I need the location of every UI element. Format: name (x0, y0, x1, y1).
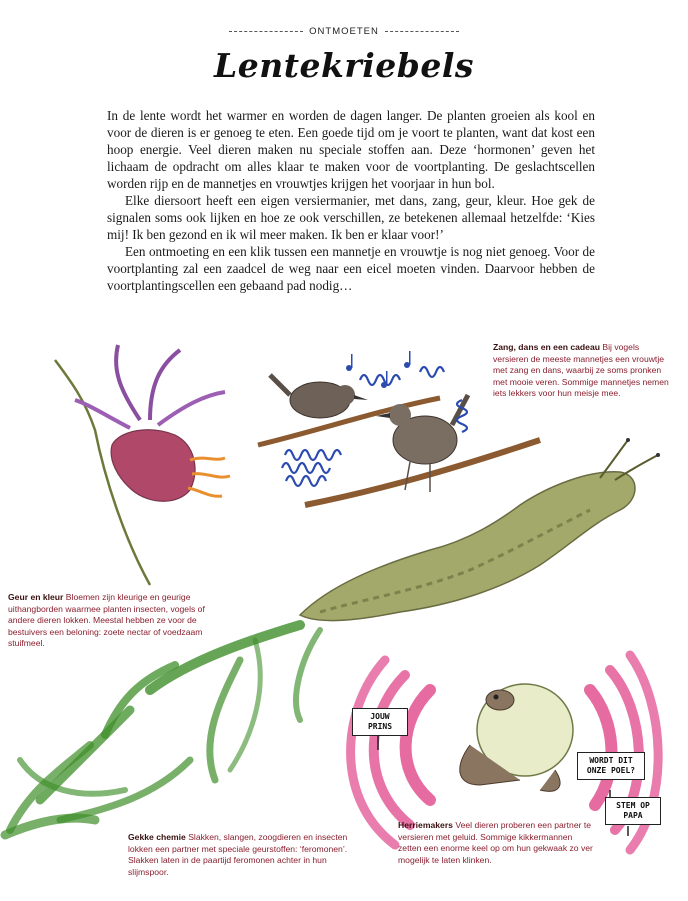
caption-heading: Herriemakers (398, 820, 453, 830)
caption-chemie (128, 832, 356, 878)
kicker-rule-right (385, 31, 459, 32)
orchid-flower-illustration (55, 345, 230, 585)
sign-jouw-prins: JOUW PRINS (352, 708, 408, 736)
caption-text: Bij vogels versieren de meeste mannetjes een vrouwtje met zang en dans, waarbij ze soms pronken met mooie veren. Sommige mannetjes nemen iets lekkers voor hun meisje mee. (493, 342, 669, 398)
caption-heading: Zang, dans en een cadeau (493, 342, 600, 352)
caption-text: Bloemen zijn kleurige en geurige uithangborden waarmee planten insecten, vogels of andere dieren lokken. Meestal hebben ze voor de bestuivers een beloning: zoete nectar of voedzaam stuifmeel. (8, 592, 205, 648)
caption-geur (8, 592, 226, 650)
section-kicker (0, 26, 688, 37)
music-note-icon (346, 351, 411, 388)
sign-stem-op-papa: STEM OP PAPA (605, 797, 661, 825)
paragraph: Een ontmoeting en een klik tussen een mannetje en vrouwtje is nog niet genoeg. Voor de voortplanting zal een zaadcel de weg naar een eicel moeten vinden. Daarvoor hebben de voortplantingscellen een gebaand pad nodig… (107, 244, 595, 293)
kicker-label: ONTMOETEN (309, 26, 379, 37)
paragraph: Elke diersoort heeft een eigen versiermanier, met dans, zang, geur, kleur. Hoe gek de signalen soms ook lijken en hoe ze ook verschillen, ze betekenen allemaal hetzelfde: ‘Kies mij! Ik ben gezond en ik wil meer maken. Ik ben er klaar voor!’ (107, 193, 595, 242)
page-title: Lentekriebels (214, 46, 474, 85)
intro-text (107, 107, 595, 294)
kicker-rule-left (229, 31, 303, 32)
caption-heading: Gekke chemie (128, 832, 186, 842)
caption-zang (493, 342, 673, 400)
caption-heading: Geur en kleur (8, 592, 64, 602)
caption-herrie (398, 820, 594, 866)
frog-illustration (460, 684, 573, 791)
caption-text: Slakken, slangen, zoogdieren en insecten lokken een partner met speciale geurstoffen: ‘feromonen’. Slakken laten in de paartijd feromonen achter in hun slijmspoor. (128, 832, 348, 877)
slug-illustration (300, 438, 660, 621)
caption-text: Veel dieren proberen een partner te versieren met geluid. Sommige kikkermannen zetten een enorme keel op om hun gekwaak zo ver mogelijk te laten klinken. (398, 820, 593, 865)
sign-onze-poel: WORDT DIT ONZE POEL? (577, 752, 645, 780)
paragraph: In de lente wordt het warmer en worden de dagen langer. De planten groeien als kool en voor de dieren is er genoeg te eten. Een goede tijd om je voort te planten, want dat kost een hoop energie. Veel dieren maken nu speciale stoffen aan. Deze ‘hormonen’ geven het lichaam de opdracht om alles klaar te maken voor de voortplanting. De geslachtscellen worden rijp en de mannetjes en vrouwtjes krijgen het voorjaar in hun bol. (107, 108, 595, 191)
slime-trail-illustration (5, 625, 320, 835)
